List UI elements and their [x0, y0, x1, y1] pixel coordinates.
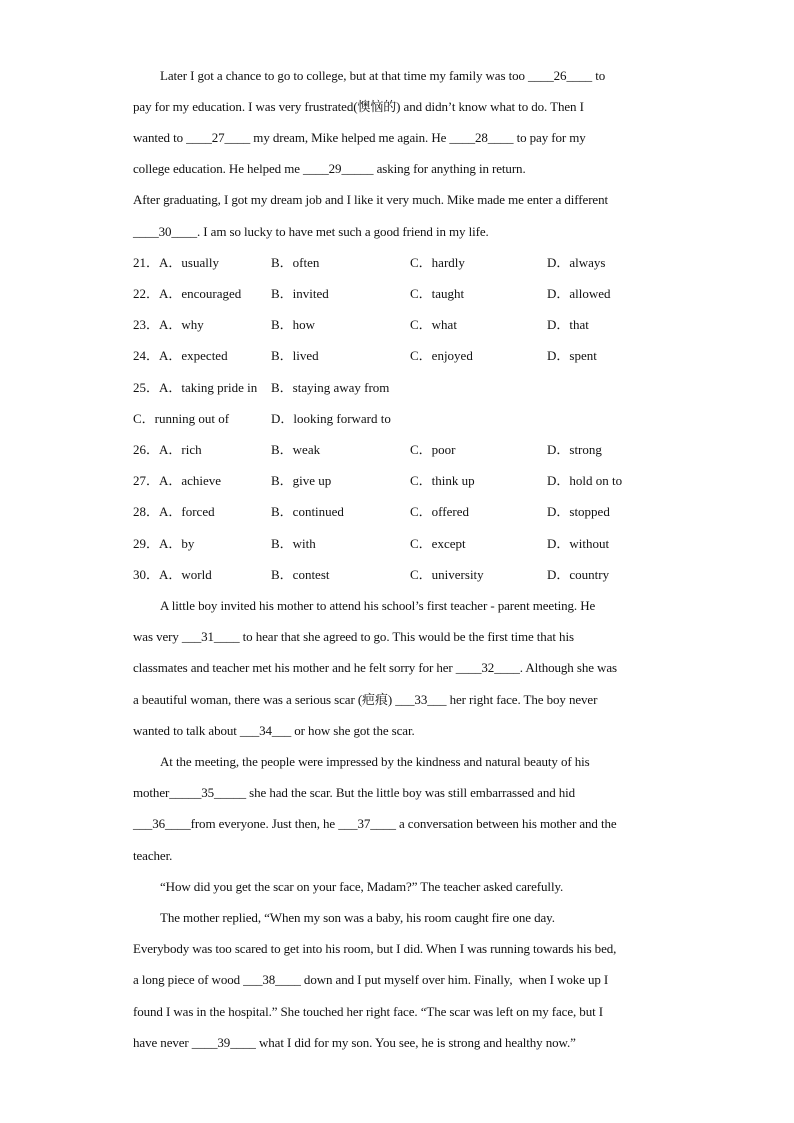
option-c: C．except — [410, 536, 466, 551]
passage1-line-2: pay for my education. I was very frustrated(懊恼的) and didn’t know what to do. Then I — [133, 99, 584, 114]
option-a: 25．A．taking pride in — [133, 380, 258, 395]
option-c: C．enjoyed — [410, 348, 473, 363]
passage1-line-6: ____30____. I am so lucky to have met such a good friend in my life. — [133, 224, 489, 239]
option-a: 30．A．world — [133, 567, 212, 582]
option-a: 27．A．achieve — [133, 473, 222, 488]
option-d: D．allowed — [547, 286, 611, 301]
option-b: B．staying away from — [271, 380, 390, 395]
option-a: 23．A．why — [133, 317, 204, 332]
option-a: 24．A．expected — [133, 348, 228, 363]
option-b: B．lived — [271, 348, 319, 363]
passage1-line-4: college education. He helped me ____29_____ asking for anything in return. — [133, 161, 526, 176]
option-c: C．hardly — [410, 255, 465, 270]
passage2-line-5: wanted to talk about ___34___ or how she got the scar. — [133, 723, 415, 738]
option-b: B．often — [271, 255, 320, 270]
option-c: C．running out of — [133, 411, 230, 426]
option-d: D．without — [547, 536, 610, 551]
passage2-line-1: A little boy invited his mother to attend his school’s first teacher - parent meeting. He — [160, 598, 596, 613]
passage2-line-14: found I was in the hospital.” She touched her right face. “The scar was left on my face, but I — [133, 1004, 603, 1019]
option-b: B．invited — [271, 286, 329, 301]
option-c: C．offered — [410, 504, 469, 519]
passage2-line-4: a beautiful woman, there was a serious scar (疤痕) ___33___ her right face. The boy never — [133, 692, 598, 707]
option-a: 21．A．usually — [133, 255, 219, 270]
passage2-line-13: a long piece of wood ___38____ down and I put myself over him. Finally, when I woke up I — [133, 972, 609, 987]
option-b: B．weak — [271, 442, 321, 457]
passage2-line-7: mother_____35_____ she had the scar. But the little boy was still embarrassed and hid — [133, 785, 576, 800]
option-c: C．poor — [410, 442, 456, 457]
passage2-line-3: classmates and teacher met his mother and he felt sorry for her ____32____. Although she was — [133, 660, 617, 675]
option-d: D．country — [547, 567, 610, 582]
passage1-line-5: After graduating, I got my dream job and I like it very much. Mike made me enter a different — [133, 192, 609, 207]
option-b: B．with — [271, 536, 316, 551]
passage2-line-8: ___36____from everyone. Just then, he ___37____ a conversation between his mother and the — [133, 816, 617, 831]
passage2-line-2: was very ___31____ to hear that she agreed to go. This would be the first time that his — [133, 629, 574, 644]
option-d: D．stopped — [547, 504, 610, 519]
option-b: B．give up — [271, 473, 332, 488]
passage1-line-3: wanted to ____27____ my dream, Mike helped me again. He ____28____ to pay for my — [133, 130, 586, 145]
option-c: C．taught — [410, 286, 465, 301]
option-d: D．that — [547, 317, 589, 332]
passage2-line-11: The mother replied, “When my son was a baby, his room caught fire one day. — [160, 910, 555, 925]
option-b: B．continued — [271, 504, 344, 519]
passage2-line-12: Everybody was too scared to get into his room, but I did. When I was running towards his bed, — [133, 941, 617, 956]
passage2-line-9: teacher. — [133, 848, 173, 863]
passage2-line-6: At the meeting, the people were impressed by the kindness and natural beauty of his — [160, 754, 590, 769]
passage1-line-1: Later I got a chance to go to college, but at that time my family was too ____26____ to — [160, 68, 606, 83]
option-d: D．always — [547, 255, 606, 270]
option-c: C．university — [410, 567, 484, 582]
option-d: D．hold on to — [547, 473, 623, 488]
option-d: D．strong — [547, 442, 602, 457]
option-c: C．what — [410, 317, 457, 332]
passage2-line-10: “How did you get the scar on your face, Madam?” The teacher asked carefully. — [160, 879, 564, 894]
passage2-line-15: have never ____39____ what I did for my son. You see, he is strong and healthy now.” — [133, 1035, 576, 1050]
option-d: D．looking forward to — [271, 411, 391, 426]
option-d: D．spent — [547, 348, 597, 363]
option-a: 22．A．encouraged — [133, 286, 242, 301]
option-b: B．contest — [271, 567, 330, 582]
option-b: B．how — [271, 317, 316, 332]
option-a: 26．A．rich — [133, 442, 202, 457]
option-a: 28．A．forced — [133, 504, 215, 519]
option-a: 29．A．by — [133, 536, 195, 551]
option-c: C．think up — [410, 473, 475, 488]
